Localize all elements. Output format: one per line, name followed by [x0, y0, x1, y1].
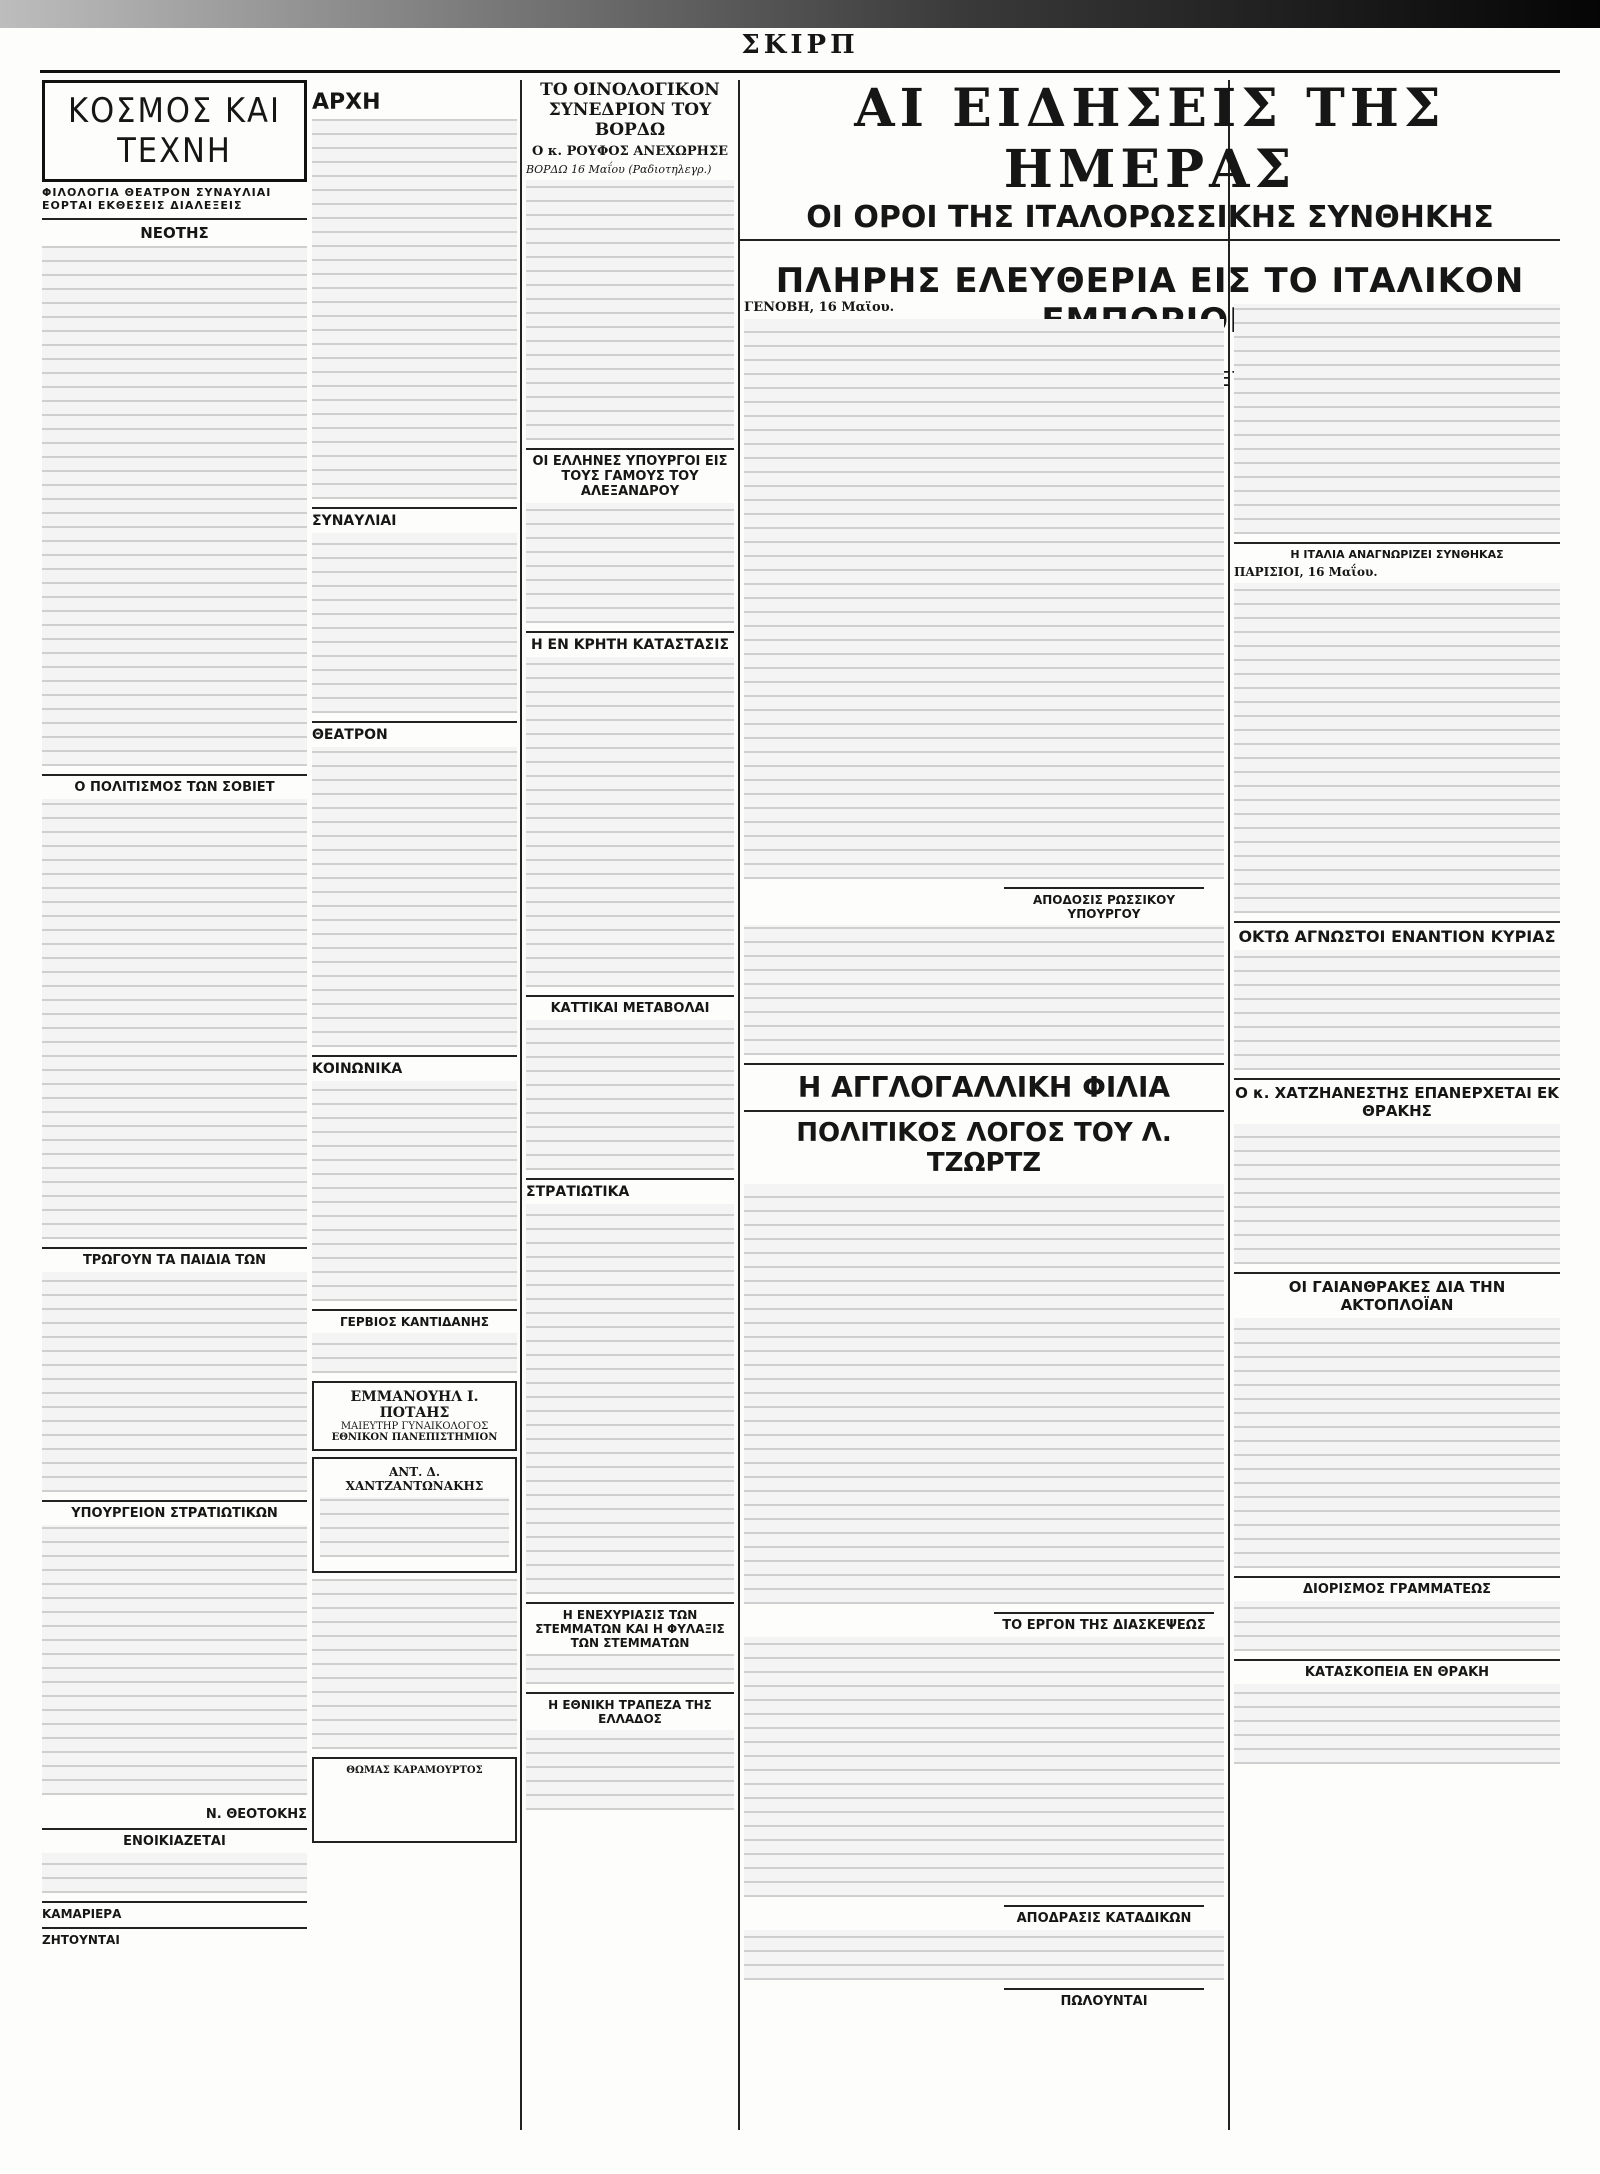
- article-body-text: [1234, 1684, 1560, 1764]
- notice-body-text: [42, 1525, 307, 1795]
- article-heading: ΚΑΤΤΙΚΑΙ ΜΕΤΑΒΟΛΑΙ: [526, 995, 734, 1016]
- column-news-right: [1234, 300, 1560, 2140]
- article-heading: ΟΙ ΕΛΛΗΝΕΣ ΥΠΟΥΡΓΟΙ ΕΙΣ ΤΟΥΣ ΓΑΜΟΥΣ ΤΟΥ ΑΛΕΞΑΝΔΡΟΥ: [526, 448, 734, 499]
- article-heading: ΣΤΡΑΤΙΩΤΙΚΑ: [526, 1178, 734, 1200]
- signature: Ν. ΘΕΟΤΟΚΗΣ: [205, 1807, 307, 1822]
- article-body-text: [1234, 304, 1560, 534]
- article-heading: ΤΡΩΓΟΥΝ ΤΑ ΠΑΙΔΙΑ ΤΩΝ: [42, 1247, 307, 1268]
- article-heading: ΣΥΝΑΥΛΙΑΙ: [312, 507, 517, 529]
- article-body-text: [1234, 1124, 1560, 1264]
- article-headline: Η ΑΓΓΛΟΓΑΛΛΙΚΗ ΦΙΛΙΑ: [744, 1063, 1224, 1112]
- section-title: ΚΟΣΜΟΣ ΚΑΙ ΤΕΧΝΗ: [42, 80, 307, 182]
- ad-line: ΕΘΝΙΚΟΝ ΠΑΝΕΠΙΣΤΗΜΙΟΝ: [331, 1432, 498, 1443]
- article-body-text: [744, 319, 1224, 879]
- ad-name: ΕΜΜΑΝΟΥΗΛ Ι. ΠΟΤΑΗΣ: [350, 1389, 479, 1421]
- article-body-text: [1234, 583, 1560, 913]
- advertisement: [312, 1457, 517, 1573]
- advertisement: [312, 1381, 517, 1451]
- article-body-text: [42, 799, 307, 1239]
- article-body-text: [744, 925, 1224, 1055]
- column-news-center: [744, 300, 1224, 2140]
- article-heading: ΚΑΤΑΣΚΟΠΕΙΑ ΕΝ ΘΡΑΚΗ: [1234, 1659, 1560, 1680]
- masthead-rule: [40, 70, 1560, 73]
- article-body-text: [1234, 1601, 1560, 1651]
- ad-line: ΜΑΙΕΥΤΗΡ ΓΥΝΑΙΚΟΛΟΓΟΣ: [340, 1421, 489, 1432]
- article-body-text: [526, 1204, 734, 1594]
- article-heading: ΘΕΑΤΡΟΝ: [312, 721, 517, 743]
- article-heading: ΤΟ ΕΡΓΟΝ ΤΗΣ ΔΙΑΣΚΕΨΕΩΣ: [994, 1612, 1214, 1633]
- article-body-text: [312, 1081, 517, 1301]
- article-body-text: [744, 1930, 1224, 1980]
- article-body-text: [42, 1272, 307, 1492]
- column-culture-2: [312, 80, 517, 2160]
- article-heading: ΟΚΤΩ ΑΓΝΩΣΤΟΙ ΕΝΑΝΤΙΟΝ ΚΥΡΙΑΣ: [1234, 921, 1560, 946]
- article-body-text: [1234, 1318, 1560, 1568]
- article-body-text: [526, 1730, 734, 1810]
- article-heading: Η ΙΤΑΛΙΑ ΑΝΑΓΝΩΡΙΖΕΙ ΣΥΝΘΗΚΑΣ: [1234, 542, 1560, 561]
- article-body-text: [1234, 950, 1560, 1070]
- classified-body: [42, 1853, 307, 1893]
- banner-title: ΑΙ ΕΙΔΗΣΕΙΣ ΤΗΣ ΗΜΕΡΑΣ: [854, 78, 1446, 200]
- article-heading: ΑΠΟΔΟΣΙΣ ΡΩΣΣΙΚΟΥ ΥΠΟΥΡΓΟΥ: [1004, 887, 1204, 921]
- column-news-left: [526, 80, 734, 2160]
- article-heading: ΝΕΟΤΗΣ: [42, 218, 307, 242]
- column-divider: [520, 80, 522, 2130]
- ad-body: [320, 1497, 509, 1557]
- article-heading: ΚΟΙΝΩΝΙΚΑ: [312, 1055, 517, 1077]
- classified-heading: ΠΩΛΟΥΝΤΑΙ: [1004, 1988, 1204, 2009]
- article-body-text: [312, 747, 517, 1047]
- dateline: ΒΟΡΔΩ 16 Μαΐου (Ραδιοτηλεγρ.): [526, 163, 712, 176]
- article-heading: Ο κ. ΧΑΤΖΗΑΝΕΣΤΗΣ ΕΠΑΝΕΡΧΕΤΑΙ ΕΚ ΘΡΑΚΗΣ: [1234, 1078, 1560, 1120]
- article-body-text: [744, 1637, 1224, 1897]
- classified-body: [312, 1579, 517, 1749]
- article-body-text: [526, 180, 734, 440]
- article-body-text: [526, 657, 734, 987]
- article-subheading: Ο κ. ΡΟΥΦΟΣ ΑΝΕΧΩΡΗΣΕ: [531, 144, 729, 159]
- article-body-text: [312, 1333, 517, 1373]
- dateline: ΓΕΝΟΒΗ, 16 Μαΐου.: [744, 300, 895, 315]
- article-body-text: [526, 1654, 734, 1684]
- ad-name: ΑΝΤ. Δ. ΧΑΝΤΖΑΝΤΩΝΑΚΗΣ: [345, 1465, 484, 1493]
- article-heading: Η ΕΝ ΚΡΗΤΗ ΚΑΤΑΣΤΑΣΙΣ: [526, 631, 734, 653]
- dateline: ΠΑΡΙΣΙΟΙ, 16 Μαΐου.: [1234, 565, 1378, 579]
- article-heading: ΓΕΡΒΙΟΣ ΚΑΝΤΙΔΑΝΗΣ: [312, 1309, 517, 1329]
- article-heading: ΤΟ ΟΙΝΟΛΟΓΙΚΟΝ ΣΥΝΕΔΡΙΟΝ ΤΟΥ ΒΟΡΔΩ: [540, 80, 720, 140]
- article-body-text: [744, 1184, 1224, 1604]
- classified-heading: ΕΝΟΙΚΙΑΖΕΤΑΙ: [42, 1828, 307, 1849]
- article-heading: ΟΙ ΓΑΙΑΝΘΡΑΚΕΣ ΔΙΑ ΤΗΝ ΑΚΤΟΠΛΟΪΑΝ: [1234, 1272, 1560, 1314]
- article-body-text: [526, 503, 734, 623]
- article-heading: ΔΙΟΡΙΣΜΟΣ ΓΡΑΜΜΑΤΕΩΣ: [1234, 1576, 1560, 1597]
- article-heading: ΑΠΟΔΡΑΣΙΣ ΚΑΤΑΔΙΚΩΝ: [1004, 1905, 1204, 1926]
- article-heading: Ο ΠΟΛΙΤΙΣΜΟΣ ΤΩΝ ΣΟΒΙΕΤ: [42, 774, 307, 795]
- article-heading: Η ΕΝΕΧΥΡΙΑΣΙΣ ΤΩΝ ΣΤΕΜΜΑΤΩΝ ΚΑΙ Η ΦΥΛΑΞΙΣ ΤΩΝ ΣΤΕΜΜΑΤΩΝ: [526, 1602, 734, 1650]
- article-body-text: [312, 119, 517, 499]
- article-body-text: [42, 246, 307, 766]
- advertisement: [312, 1757, 517, 1843]
- article-heading: ΑΡΧΗ: [312, 90, 381, 115]
- article-body-text: [312, 533, 517, 713]
- banner-headline: ΠΛΗΡΗΣ ΕΛΕΥΘΕΡΙΑ ΕΙΣ ΤΟ ΙΤΑΛΙΚΟΝ: [775, 261, 1525, 301]
- ad-name: ΘΩΜΑΣ ΚΑΡΑΜΟΥΡΤΟΣ: [346, 1765, 483, 1776]
- article-subheadline: ΠΟΛΙΤΙΚΟΣ ΛΟΓΟΣ ΤΟΥ Λ. ΤΖΩΡΤΖ: [796, 1118, 1172, 1178]
- article-body-text: [526, 1020, 734, 1170]
- masthead-title: ΣΚΙΡΠ: [741, 30, 859, 60]
- classified-heading: ΖΗΤΟΥΝΤΑΙ: [42, 1927, 307, 1947]
- section-subtitle: ΦΙΛΟΛΟΓΙΑ ΘΕΑΤΡΟΝ ΣΥΝΑΥΛΙΑΙ ΕΟΡΤΑΙ ΕΚΘΕΣΕΙΣ ΔΙΑΛΕΞΕΙΣ: [42, 186, 272, 212]
- article-heading: Η ΕΘΝΙΚΗ ΤΡΑΠΕΖΑ ΤΗΣ ΕΛΛΑΔΟΣ: [526, 1692, 734, 1726]
- column-culture: [42, 80, 307, 2160]
- banner-subtitle: ΟΙ ΟΡΟΙ ΤΗΣ ΙΤΑΛΟΡΩΣΣΙΚΗΣ ΣΥΝΘΗΚΗΣ: [740, 200, 1560, 241]
- notice-heading: ΥΠΟΥΡΓΕΙΟΝ ΣΤΡΑΤΙΩΤΙΚΩΝ: [42, 1500, 307, 1521]
- classified-heading: ΚΑΜΑΡΙΕΡΑ: [42, 1901, 307, 1921]
- scan-dark-edge: [0, 0, 1600, 28]
